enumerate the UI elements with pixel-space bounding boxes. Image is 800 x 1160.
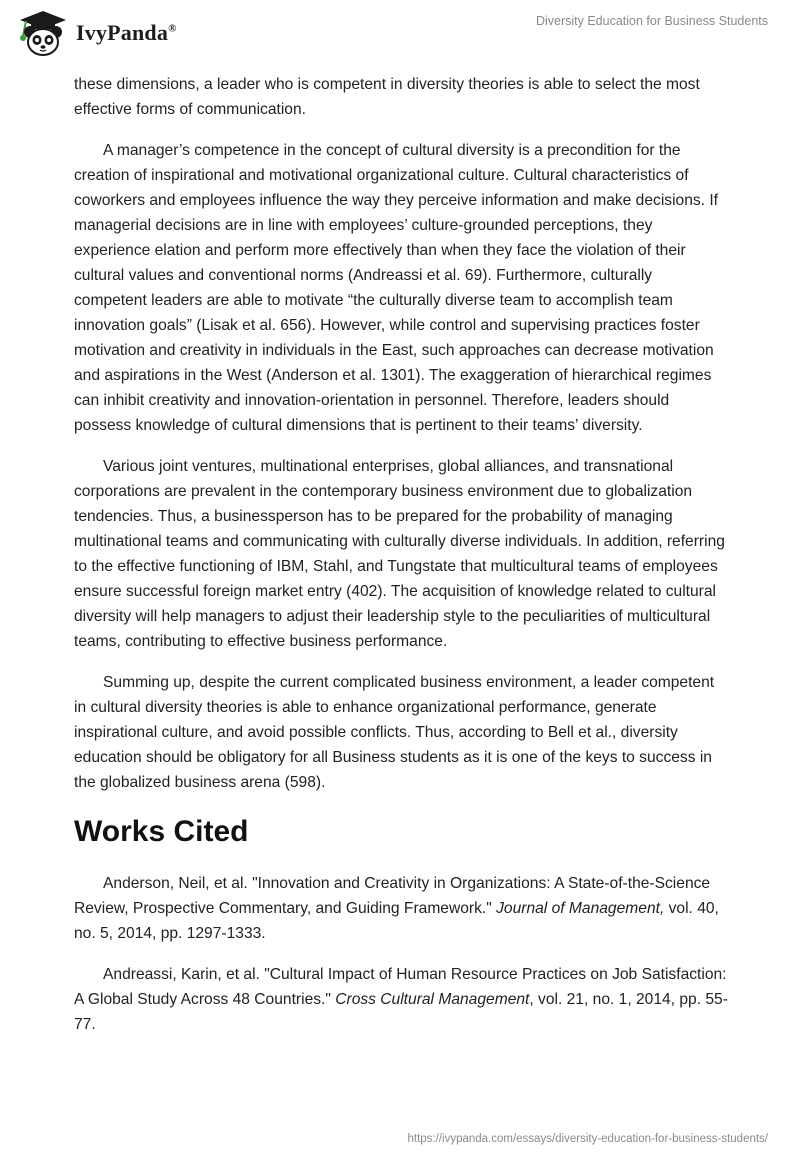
page-header (0, 0, 800, 64)
citation-entry: Anderson, Neil, et al. "Innovation and Creativity in Organizations: A State-of-the-Science Review, Prospective Commentary, and Guiding Framework." Journal of Management, vol. 40, no. 5, 2014, pp. 1297-1333. (74, 875, 719, 942)
panda-graduate-icon (14, 8, 72, 58)
document-title: Diversity Education for Business Students (535, 14, 768, 28)
paragraph: these dimensions, a leader who is competent in diversity theories is able to select the most effective forms of communication. (74, 76, 700, 118)
essay-body (74, 72, 728, 1053)
paragraph: Summing up, despite the current complicated business environment, a leader competent in cultural diversity theories is able to enhance organizational performance, generate inspirational culture, and avoid possible conflicts. Thus, according to Bell et al., diversity education should be obligatory for all Business students as it is one of the keys to success in the globalized business arena (598). (74, 674, 715, 791)
logo-text: IvyPanda® (76, 20, 177, 45)
ivypanda-logo[interactable] (14, 8, 177, 58)
paragraph: Various joint ventures, multinational enterprises, global alliances, and transnational corporations are prevalent in the contemporary business environment due to globalization tendencies. Thus, a businessperson has to be prepared for the probability of managing multinational teams and communicating with culturally diverse individuals. In addition, referring to the effective functioning of IBM, Stahl, and Tungstate that multicultural teams of employees ensure successful foreign market entry (402). The acquisition of knowledge related to cultural diversity will help managers to adjust their leadership style to the peculiarities of multicultural teams, contributing to effective business performance. (74, 458, 725, 650)
source-url-link[interactable]: https://ivypanda.com/essays/diversity-education-for-business-students/ (407, 1133, 768, 1145)
works-cited-heading: Works Cited (74, 815, 249, 848)
paragraph: A manager’s competence in the concept of cultural diversity is a precondition for the creation of inspirational and motivational organizational culture. Cultural characteristics of coworkers and employees influence the way they perceive information and make decisions. If managerial decisions are in line with employees’ culture-grounded perceptions, they experience elation and perform more effectively than when they face the violation of their cultural values and conventional norms (Andreassi et al. 69). Furthermore, culturally competent leaders are able to motivate “the culturally diverse team to accomplish team innovation goals” (Lisak et al. 656). However, while control and supervising practices foster motivation and creativity in individuals in the East, such approaches can decrease motivation and aspirations in the West (Anderson et al. 1301). The exaggeration of hierarchical regimes can inhibit creativity and innovation-orientation in personnel. Therefore, leaders should possess knowledge of cultural dimensions that is pertinent to their teams’ diversity. (74, 142, 719, 434)
citation-entry: Andreassi, Karin, et al. "Cultural Impact of Human Resource Practices on Job Satisfaction: A Global Study Across 48 Countries." Cross Cultural Management, vol. 21, no. 1, 2014, pp. 55-77. (74, 966, 728, 1033)
